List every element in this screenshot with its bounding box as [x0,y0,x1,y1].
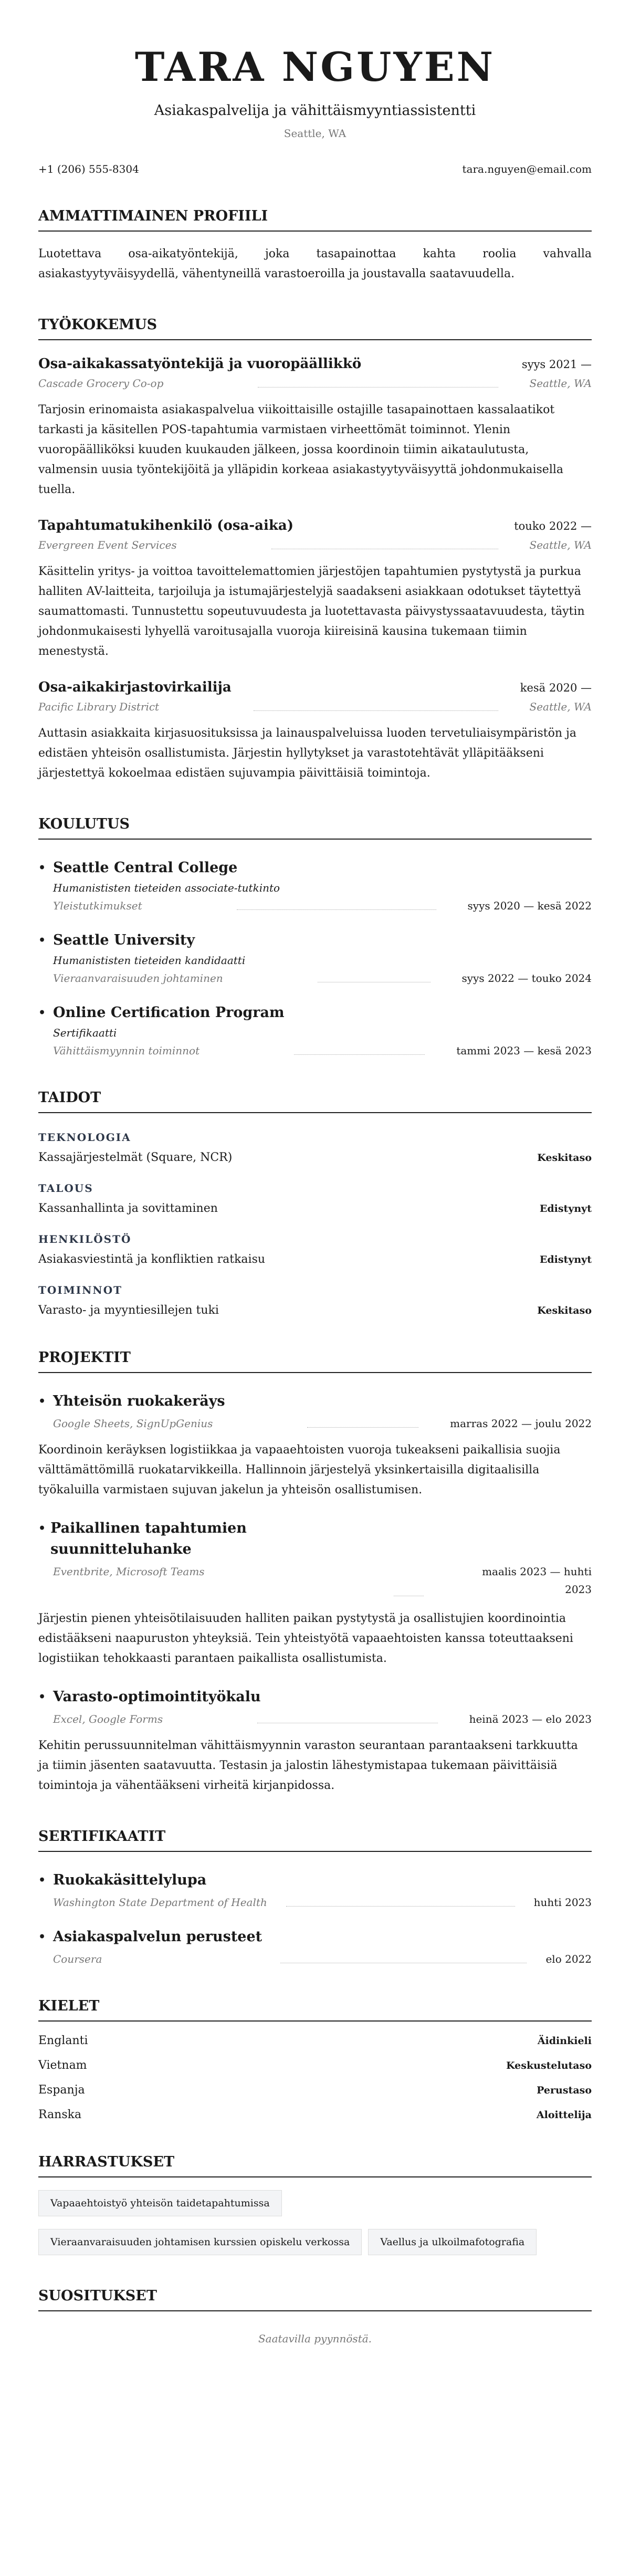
school-name: Seattle University [53,932,195,949]
bullet-icon: • [38,1930,46,1944]
bullet-icon: • [38,1006,46,1020]
certification-issuer: Washington State Department of Health [53,1896,267,1909]
company: Pacific Library District [38,700,160,714]
certification-entry [38,1926,592,1965]
skill-level: Keskitaso [537,1305,592,1317]
dotted-leader [237,909,436,910]
section-heading: AMMATTIMAINEN PROFIILI [38,208,592,232]
project-name: Varasto-optimointityökalu [53,1689,261,1705]
skill-category: HENKILÖSTÖ [38,1233,132,1246]
section-heading: TAIDOT [38,1090,592,1113]
job-location: Seattle, WA [529,700,592,714]
project-entry [38,1518,592,1669]
certification-issuer: Coursera [53,1953,102,1966]
language-level: Äidinkieli [537,2035,592,2047]
degree: Sertifikaatti [53,1027,117,1040]
job-title: Tapahtumatukihenkilö (osa-aika) [38,518,294,534]
language-row [38,2083,592,2097]
job-location: Seattle, WA [529,539,592,552]
email[interactable]: tara.nguyen@email.com [462,163,592,176]
job-description: Auttasin asiakkaita kirjasuosituksissa ja lainauspalveluissa luoden tervetuliaisympäristön ja edistäen yhteisön osallistumista. Järjestin hyllytykset ja varastotehtävät ylläpitääkseni järjestettyä kokoelmaa edistäen sujuvampia päivittäisiä toimintoja. [38,727,576,780]
degree: Humanististen tieteiden kandidaatti [53,954,246,967]
skill-level: Keskitaso [537,1152,592,1164]
education-section [38,816,592,1057]
language-level: Aloittelija [536,2109,592,2121]
resume-header [38,43,592,175]
interest-tags [38,2190,592,2255]
bullet-icon: • [38,1522,46,1536]
candidate-title: Asiakaspalvelija ja vähittäismyyntiassistentti [154,102,476,119]
interest-tag: Vaellus ja ulkoilmafotografia [368,2229,537,2255]
language-name: Englanti [38,2034,88,2048]
profile-section [38,208,592,284]
skill-row [38,1253,592,1266]
education-date: syys 2022 — touko 2024 [461,972,592,985]
dotted-leader [294,1054,425,1055]
languages-section [38,1998,592,2121]
education-date: tammi 2023 — kesä 2023 [456,1044,592,1057]
job-entry [38,679,592,783]
certification-date: elo 2022 [545,1953,592,1966]
field-of-study: Vähittäismyynnin toiminnot [53,1044,200,1057]
section-heading: SUOSITUKSET [38,2288,592,2311]
job-description: Käsittelin yritys- ja voittoa tavoittelemattomien järjestöjen tapahtumien pystytystä ja purkua halliten AV-laitteita, tarjoiluja ja istumajärjestelyjä saadakseni asiakkaan odotukset täytettyä saumattomasti. Tunnustettu sopeutuvuudesta ja luotettavasta päivystyssaatavuudesta, täytin johdonmukaisesti lyhyellä varoitusajalla vuoroja kiireisinä kausina tukemaan tiimin menestystä. [38,565,585,658]
language-level: Perustaso [537,2085,592,2097]
references-section [38,2288,592,2345]
skill-name: Kassajärjestelmät (Square, NCR) [38,1151,233,1165]
education-entry [38,930,592,985]
dotted-leader [286,1906,515,1907]
certification-name: Ruokakäsittelylupa [53,1872,207,1889]
job-description: Tarjosin erinomaista asiakaspalvelua viikoittaisille ostajille tasapainottaen kassalaatikot tarkasti ja käsitellen POS-tapahtumia varmistaen virheettömät toiminnot. Ylenin vuoropäälliköksi kuuden kuukauden jälkeen, jossa koordinoin tiimin aikataulutusta, valmensin uusia työntekijöitä ja ylläpidin korkeaa asiakastyytyväisyyttä johdonmukaisella tuella. [38,403,564,497]
company: Evergreen Event Services [38,539,177,552]
project-tools: Eventbrite, Microsoft Teams [53,1565,205,1578]
section-heading: PROJEKTIT [38,1349,592,1373]
skill-level: Edistynyt [539,1203,592,1215]
field-of-study: Yleistutkimukset [53,899,142,913]
certification-entry [38,1870,592,1909]
section-heading: TYÖKOKEMUS [38,317,592,340]
bullet-icon: • [38,1690,46,1704]
language-name: Ranska [38,2108,82,2122]
school-name: Seattle Central College [53,860,238,876]
education-entry [38,1002,592,1057]
project-date: marras 2022 — joulu 2022 [450,1417,592,1430]
job-entry [38,518,592,662]
project-description: Kehitin perussuunnitelman vähittäismyynnin varaston seurantaan parantaakseni tarkkuutta ja tiimin jäsenten saatavuutta. Testasin ja jalostin lähestymistapaa tukemaan päivittäisiä toimintoja ja vähentääkseni virheitä kirjanpidossa. [38,1739,578,1793]
job-title: Osa-aikakirjastovirkailija [38,679,232,696]
education-date: syys 2020 — kesä 2022 [467,899,592,913]
language-row [38,2108,592,2121]
projects-section [38,1349,592,1796]
field-of-study: Vieraanvaraisuuden johtaminen [53,972,223,985]
project-entry [38,1391,592,1500]
language-level: Keskustelutaso [506,2060,592,2072]
job-date: touko 2022 — [514,520,592,533]
skill-level: Edistynyt [539,1254,592,1266]
references-text: Saatavilla pyynnöstä. [258,2332,372,2345]
skill-row [38,1202,592,1215]
candidate-name: TARA NGUYEN [134,44,496,90]
project-description: Koordinoin keräyksen logistiikkaa ja vapaaehtoisten vuoroja tukeakseni paikallisia suojia välttämättömillä ruokatarvikkeilla. Hallinnoin järjestelyä yksinkertaisilla digitaalisilla työkaluilla varmistaen sujuvan jakelun ja yhteisön osallistumisen. [38,1443,561,1497]
dotted-leader [254,710,498,711]
candidate-location: Seattle, WA [284,127,346,140]
education-entry [38,857,592,912]
bullet-icon: • [38,934,46,948]
bullet-icon: • [38,1873,46,1888]
job-date: kesä 2020 — [520,682,592,695]
skill-name: Varasto- ja myyntiesillejen tuki [38,1304,219,1317]
bullet-icon: • [38,1395,46,1409]
dotted-leader [307,1427,418,1428]
project-tools: Google Sheets, SignUpGenius [53,1417,213,1430]
degree: Humanististen tieteiden associate-tutkinto [53,882,280,895]
language-row [38,2059,592,2072]
project-date: heinä 2023 — elo 2023 [469,1713,592,1726]
school-name: Online Certification Program [53,1004,285,1021]
experience-section [38,317,592,783]
skill-name: Asiakasviestintä ja konfliktien ratkaisu [38,1253,266,1266]
section-heading: KOULUTUS [38,816,592,840]
certification-date: huhti 2023 [533,1896,592,1909]
profile-text: Luotettava osa-aikatyöntekijä, joka tasapainottaa kahta roolia vahvalla asiakastyytyväisyydellä, vähentyneillä varastoeroilla ja joustavalla saatavuudella. [38,247,592,281]
company: Cascade Grocery Co-op [38,377,164,390]
project-date: maalis 2023 — huhti 2023 [482,1565,592,1596]
job-date: syys 2021 — [521,358,592,371]
section-heading: SERTIFIKAATIT [38,1828,592,1852]
project-description: Järjestin pienen yhteisötilaisuuden halliten paikan pystytystä ja osallistujien koordinointia edistääkseni naapuruston yhteyksiä. Tein yhteistyötä vapaaehtoisten kanssa toteuttaakseni logistiikan tehokkaasti parantaen paikallista osallistumista. [38,1612,573,1666]
skill-category: TOIMINNOT [38,1284,123,1297]
skill-name: Kassanhallinta ja sovittaminen [38,1202,218,1216]
project-name: Yhteisön ruokakeräys [53,1393,225,1410]
interests-section [38,2154,592,2255]
section-heading: KIELET [38,1998,592,2022]
skills-section [38,1090,592,1317]
skill-row [38,1151,592,1164]
language-row [38,2034,592,2047]
language-name: Vietnam [38,2059,87,2072]
project-entry [38,1687,592,1796]
job-location: Seattle, WA [529,377,592,390]
interest-tag: Vapaaehtoistyö yhteisön taidetapahtumissa [38,2190,282,2216]
skill-row [38,1304,592,1317]
job-title: Osa-aikakassatyöntekijä ja vuoropäällikkö [38,356,362,372]
job-entry [38,356,592,500]
section-heading: HARRASTUKSET [38,2154,592,2177]
certification-name: Asiakaspalvelun perusteet [53,1929,262,1945]
skill-category: TEKNOLOGIA [38,1131,131,1144]
contact-row [38,163,592,175]
skill-category: TALOUS [38,1182,93,1195]
project-tools: Excel, Google Forms [53,1713,163,1726]
dotted-leader [258,387,498,388]
certifications-section [38,1828,592,1965]
phone[interactable]: +1 (206) 555-8304 [38,163,139,176]
interest-tag: Vieraanvaraisuuden johtamisen kurssien opiskelu verkossa [38,2229,362,2255]
project-name: Paikallinen tapahtumien suunnitteluhanke [50,1520,247,1558]
bullet-icon: • [38,861,46,875]
language-name: Espanja [38,2083,85,2097]
